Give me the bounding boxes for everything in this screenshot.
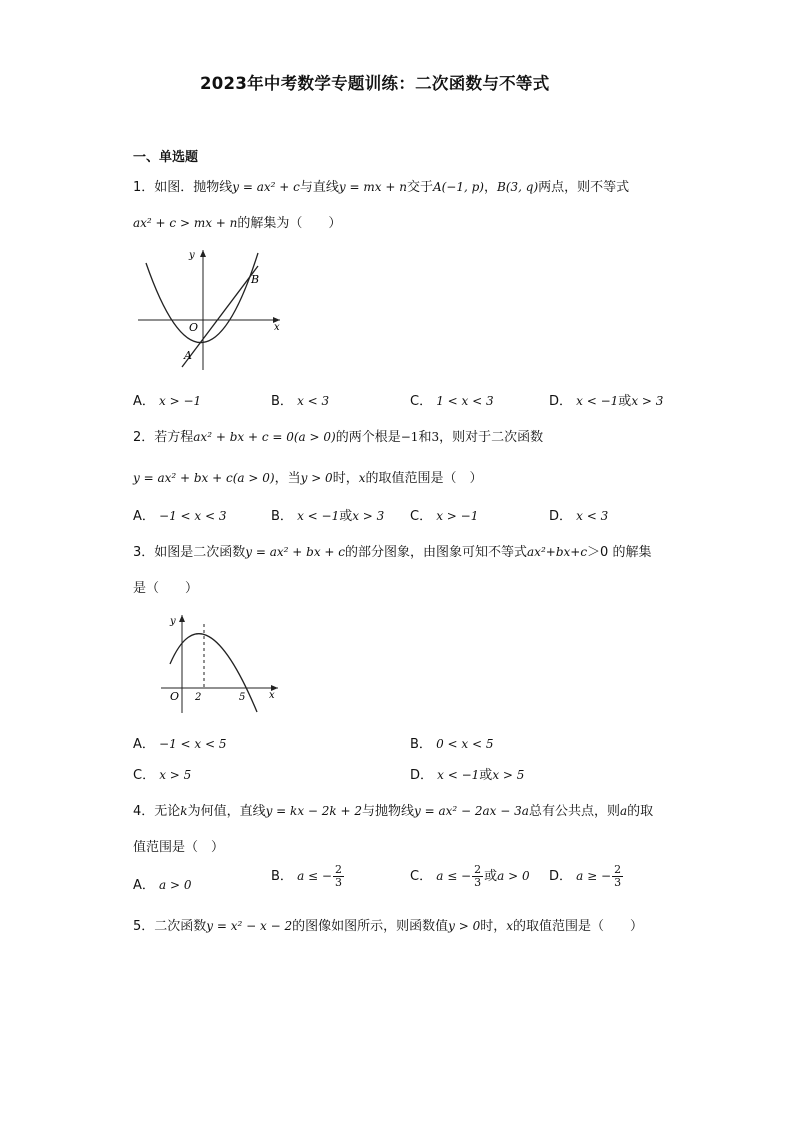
q3-option-d[interactable]: D． x < −1或x > 5 bbox=[410, 768, 525, 783]
q3-label-2: 2 bbox=[195, 692, 202, 703]
q2-stem-line1: 2．若方程ax² + bx + c = 0(a > 0)的两个根是−1和3，则对于二次函数 bbox=[133, 430, 544, 445]
q4-option-b[interactable]: B． a ≤ − $\frac{2}{3}$ bbox=[271, 863, 342, 889]
q1-option-c[interactable]: C． 1 < x < 3 bbox=[410, 394, 494, 409]
q1-label-x: x bbox=[274, 322, 280, 333]
q1-label-y: y bbox=[189, 250, 195, 261]
section-title: 一、单选题 bbox=[133, 150, 199, 165]
q1-figure bbox=[134, 245, 284, 375]
q3-option-c[interactable]: C． x > 5 bbox=[133, 768, 192, 783]
q3-stem-line1: 3．如图是二次函数y = ax² + bx + c的部分图象，由图象可知不等式ax²+bx+c＞0 的解集 bbox=[133, 545, 652, 560]
q4-option-d[interactable]: D． a ≥ − $\frac{2}{3}$ bbox=[549, 863, 622, 889]
q4-b-fraction: $\frac{2}{3}$ bbox=[334, 863, 342, 889]
q1-parabola bbox=[146, 253, 258, 343]
q3-stem-line2: 是（ ） bbox=[133, 581, 199, 596]
q2-option-a[interactable]: A． −1 < x < 3 bbox=[133, 509, 227, 524]
q1-line bbox=[182, 266, 258, 367]
q2-option-b[interactable]: B． x < −1或x > 3 bbox=[271, 509, 385, 524]
q4-stem-line1: 4．无论k为何值，直线y = kx − 2k + 2与抛物线y = ax² − 2ax − 3a总有公共点，则a的取 bbox=[133, 804, 654, 819]
q3-option-b[interactable]: B． 0 < x < 5 bbox=[410, 737, 494, 752]
q4-c-fraction: $\frac{2}{3}$ bbox=[474, 863, 482, 889]
q1-stem-line2: ax² + c > mx + n的解集为（ ） bbox=[133, 216, 342, 231]
q4-d-fraction: $\frac{2}{3}$ bbox=[614, 863, 622, 889]
q4-option-c[interactable]: C． a ≤ − $\frac{2}{3}$ 或a > 0 bbox=[410, 863, 530, 889]
q1-label-o: O bbox=[189, 321, 199, 334]
q2-option-c[interactable]: C． x > −1 bbox=[410, 509, 479, 524]
q3-label-x: x bbox=[269, 690, 275, 701]
document-title: 2023年中考数学专题训练：二次函数与不等式 bbox=[200, 74, 550, 93]
q2-stem-line2: y = ax² + bx + c(a > 0)，当y > 0时，x的取值范围是（ ） bbox=[133, 471, 483, 486]
q3-label-y: y bbox=[170, 616, 176, 627]
q3-figure bbox=[157, 610, 282, 715]
q1-option-d[interactable]: D． x < −1或x > 3 bbox=[549, 394, 664, 409]
q1-y-arrow bbox=[200, 250, 206, 257]
q3-label-5: 5 bbox=[239, 692, 246, 703]
q1-option-b[interactable]: B． x < 3 bbox=[271, 394, 330, 409]
q5-stem-line1: 5．二次函数y = x² − x − 2的图像如图所示，则函数值y > 0时，x的取值范围是（ ） bbox=[133, 919, 644, 934]
q3-label-o: O bbox=[170, 690, 180, 703]
q2-option-d[interactable]: D． x < 3 bbox=[549, 509, 609, 524]
q4-stem-line2: 值范围是（ ） bbox=[133, 840, 225, 855]
q3-option-a[interactable]: A． −1 < x < 5 bbox=[133, 737, 227, 752]
q1-option-a[interactable]: A． x > −1 bbox=[133, 394, 202, 409]
q1-label-b: B bbox=[251, 273, 260, 286]
q3-y-arrow bbox=[179, 615, 185, 622]
q1-label-a: A bbox=[184, 349, 192, 362]
q4-option-a[interactable]: A． a > 0 bbox=[133, 878, 192, 893]
q1-stem-line1: 1．如图．抛物线y = ax² + c与直线y = mx + n交于A(−1, p)，B(3, q)两点，则不等式 bbox=[133, 180, 630, 195]
